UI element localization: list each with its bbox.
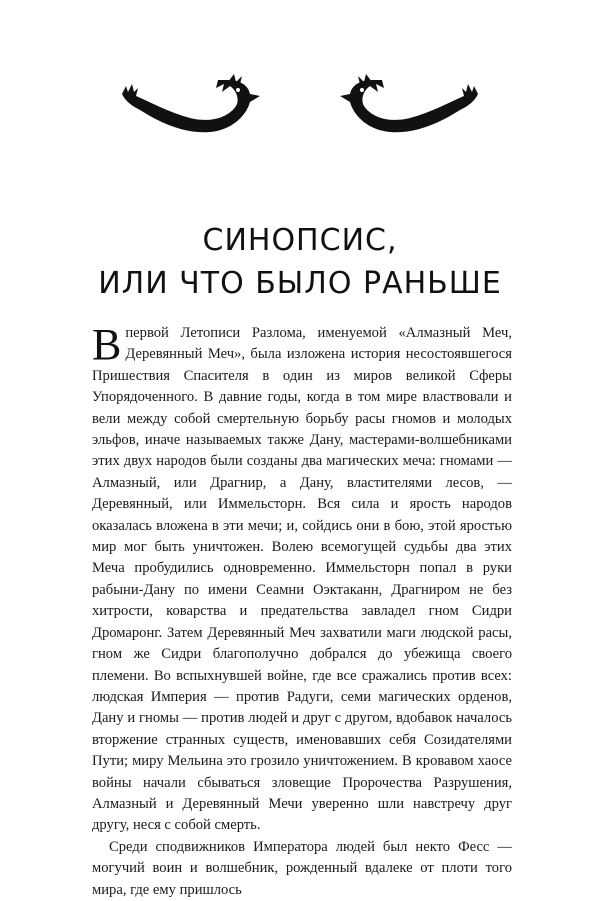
paragraph-1: [92, 320, 512, 837]
paragraph-2: Среди сподвижников Императора людей был некто Фесс — могучий воин и волшебник, рожденный вдалеке от плоти того мира, где ему пришлось: [92, 838, 512, 898]
dragon-icon: [340, 74, 478, 132]
dragon-icon: [122, 74, 260, 132]
dragon-ornament: [110, 72, 490, 142]
chapter-title-line-1: СИНОПСИС,: [202, 223, 398, 258]
drop-cap: В: [92, 320, 122, 369]
body-text: [92, 320, 512, 901]
chapter-title-line-2: ИЛИ ЧТО БЫЛО РАНЬШЕ: [98, 266, 502, 301]
paragraph-1-text: первой Летописи Разлома, именуемой «Алмазный Меч, Деревянный Меч», была изложена история несостоявшегося Пришествия Спасителя в один из миров великой Сферы Упорядоченного. В давние годы, когда в том мире властвовали и вели между собой смертельную борьбу расы гномов и молодых эльфов, иначе называемых также Дану, мастерами-волшебниками этих двух народов были созданы два магических меча: гномами — Алмазный, или Драгнир, а Дану, властителями лесов, — Деревянный, или Иммельсторн. Вся сила и ярость народов оказалась вложена в эти мечи; и, сойдись они в бою, этой яростью мир мог быть уничтожен. Волею всемогущей судьбы два этих Меча пробудились одновременно. Иммельсторн попал в руки рабыни-Дану по имени Сеамни Оэктаканн, Драгниром не без хитрости, коварства и предательства завладел гном Сидри Дромаронг. Затем Деревянный Меч захватили маги людской расы, гном же Сидри благополучно добрался до убежища своего племени. Во вспыхнувшей войне, где все сражались против всех: людская Империя — против Радуги, семи магических орденов, Дану и гномы — против людей и друг с другом, вдобавок началось вторжение странных существ, именовавших себя Созидателями Пути; миру Мельина это грозило уничтожением. В кровавом хаосе войны начали сбываться зловещие Пророчества Разрушения, Алмазный и Деревянный Мечи уверенно шли навстречу друг другу, неся с собой смерть.: [92, 325, 512, 834]
